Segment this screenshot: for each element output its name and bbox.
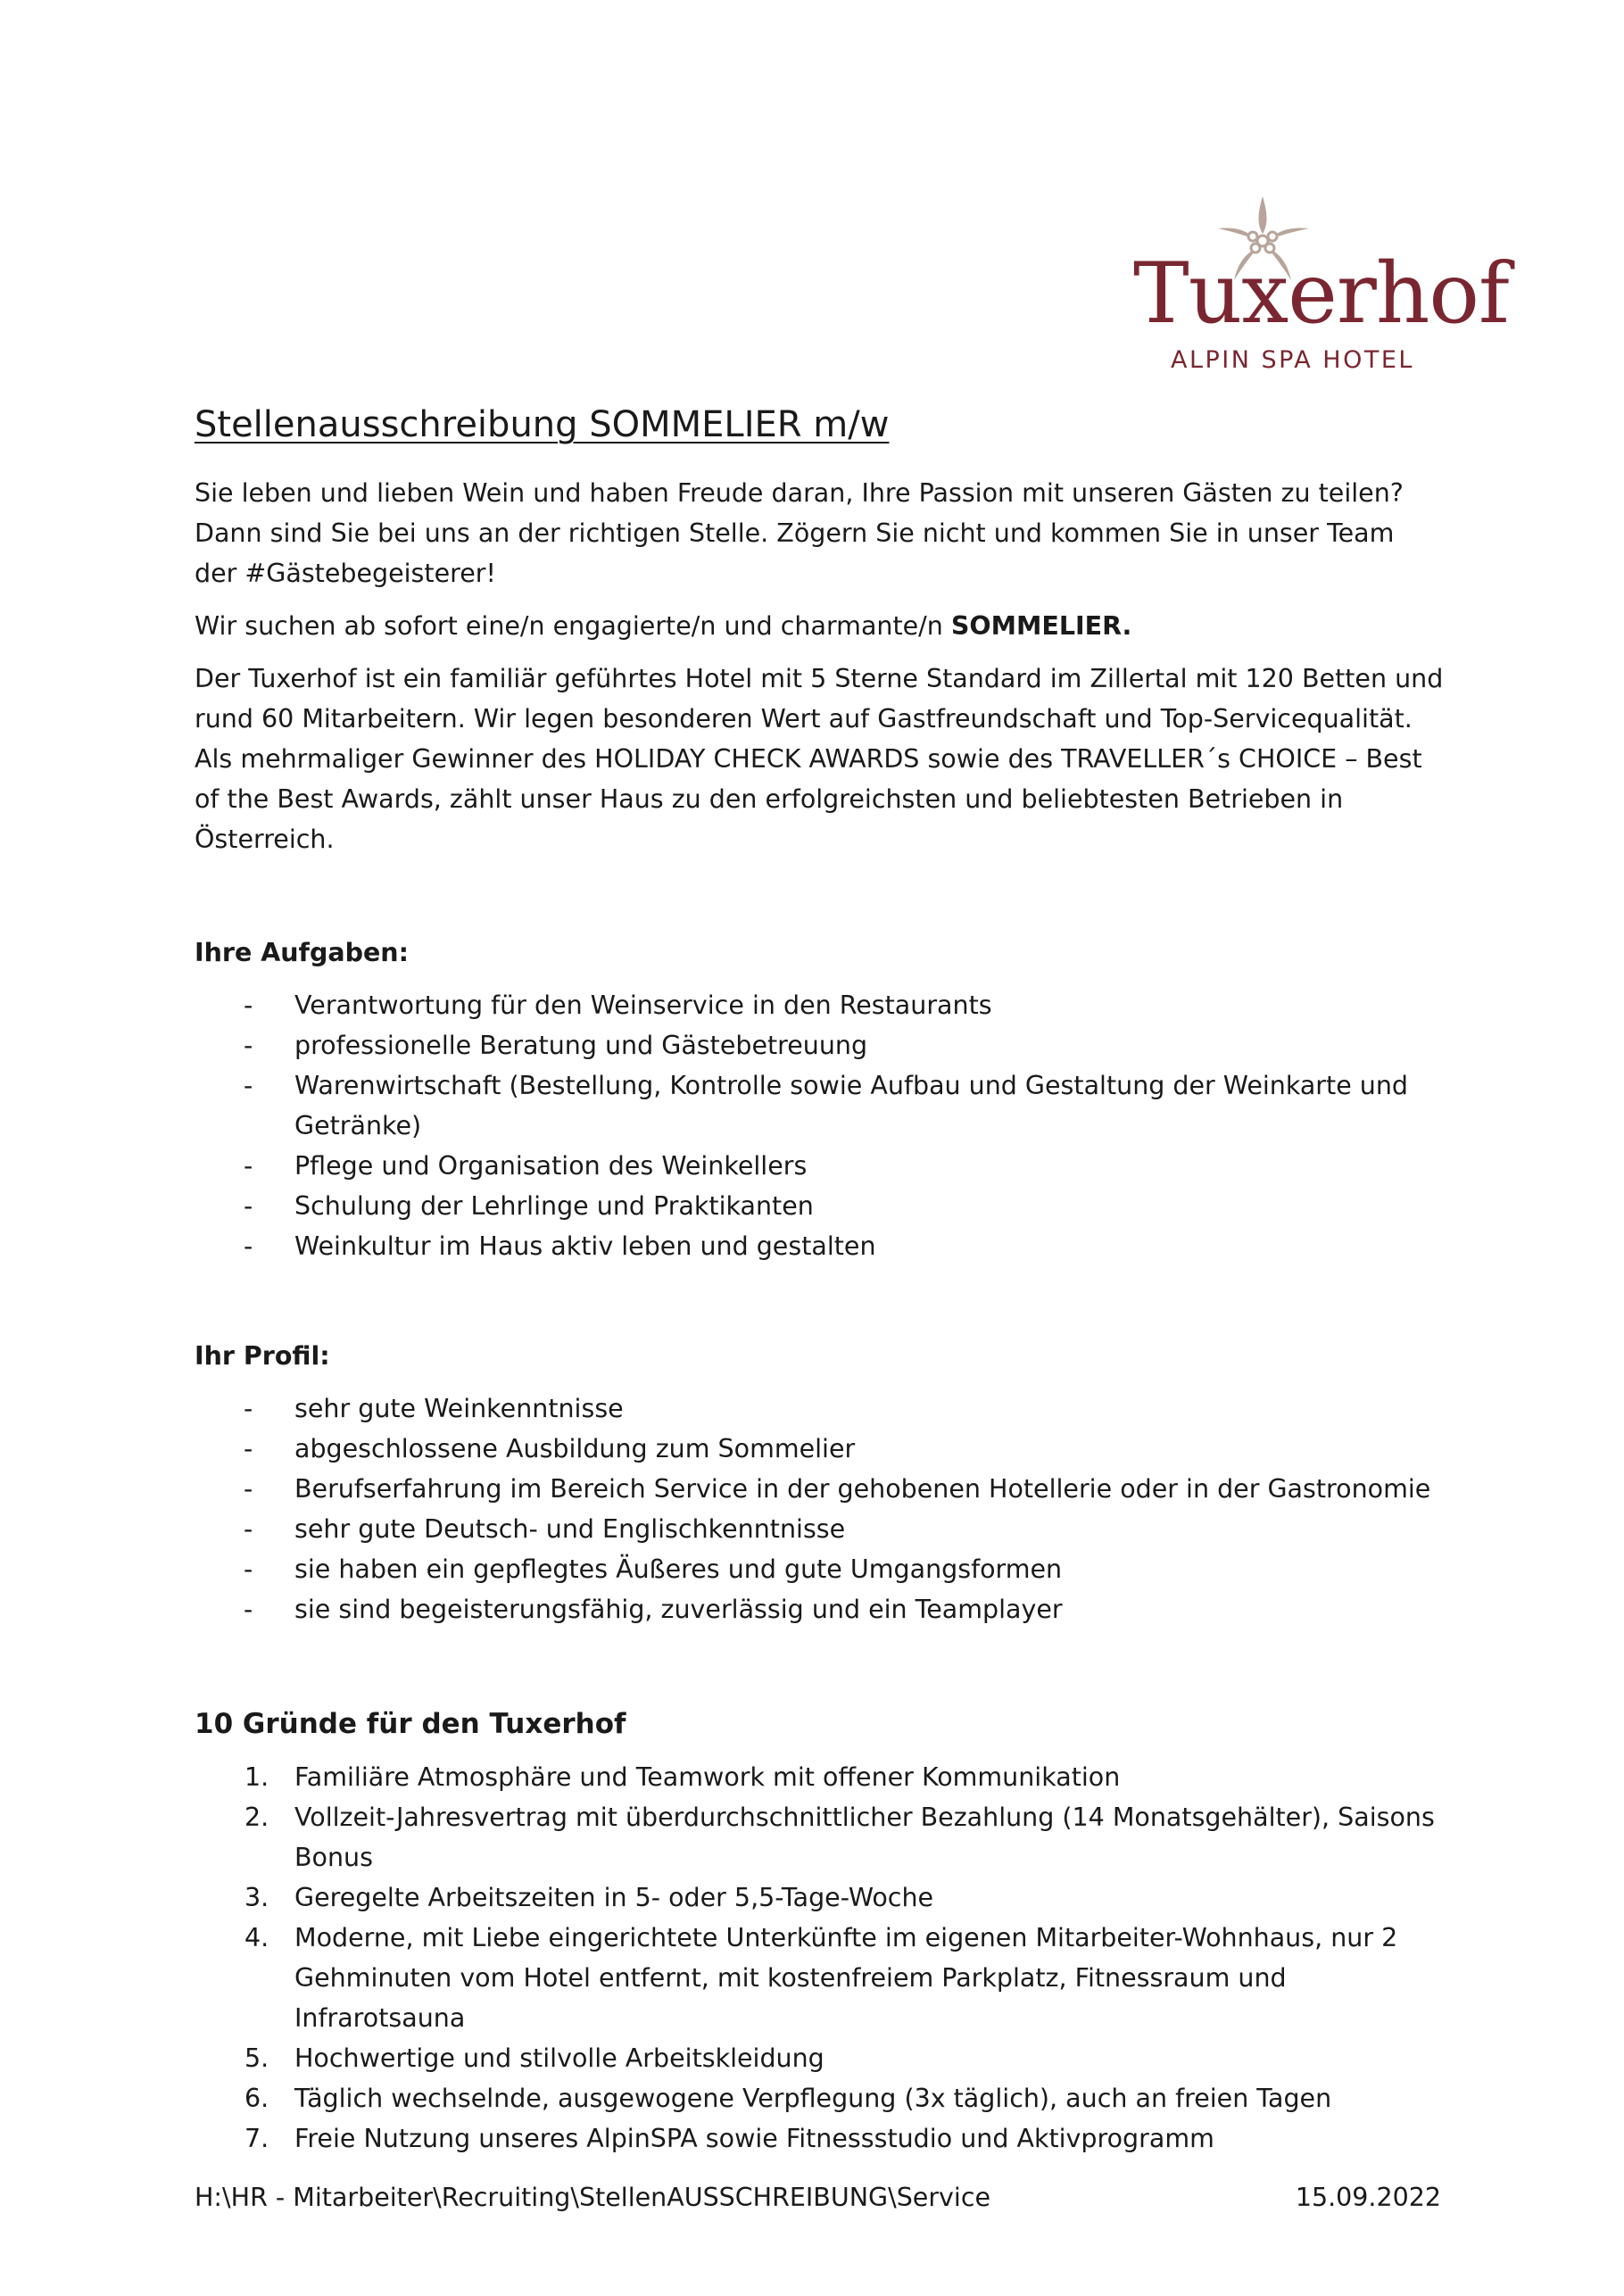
page-title: Stellenausschreibung SOMMELIER m/w — [195, 404, 890, 445]
list-item-text: Pflege und Organisation des Weinkellers — [294, 1151, 808, 1181]
dash-marker: - — [244, 1031, 253, 1060]
list-item — [195, 1065, 1444, 1146]
list-item-text: professionelle Beratung und Gästebetreuung — [294, 1031, 868, 1060]
list-number: 7. — [244, 2124, 269, 2153]
list-item-text: Weinkultur im Haus aktiv leben und gestalten — [294, 1231, 876, 1261]
list-item — [195, 1877, 1444, 1918]
list-item — [195, 1797, 1444, 1877]
list-item — [195, 2118, 1444, 2159]
list-item — [195, 1549, 1444, 1589]
logo-name: Tuxerhof — [1133, 245, 1509, 343]
list-item-text: sehr gute Deutsch- und Englischkenntnisse — [294, 1514, 846, 1544]
list-item — [195, 985, 1444, 1025]
dash-marker: - — [244, 1231, 253, 1261]
list-item — [195, 1469, 1444, 1509]
intro-paragraph-2-text: Wir suchen ab sofort eine/n engagierte/n und charmante/n — [195, 611, 951, 641]
list-item — [195, 1388, 1444, 1429]
list-item-text: Täglich wechselnde, ausgewogene Verpflegung (3x täglich), auch an freien Tagen — [294, 2084, 1332, 2113]
footer-file-path: H:\HR - Mitarbeiter\Recruiting\StellenAUSSCHREIBUNG\Service — [195, 2183, 991, 2212]
intro-paragraph-2 — [195, 606, 1444, 646]
list-item — [195, 2078, 1444, 2118]
list-number: 4. — [244, 1923, 269, 1952]
dash-marker: - — [244, 1394, 253, 1423]
list-item-text: abgeschlossene Ausbildung zum Sommelier — [294, 1434, 856, 1463]
dash-marker: - — [244, 1151, 253, 1181]
list-item-text: sie haben ein gepflegtes Äußeres und gute Umgangsformen — [294, 1554, 1063, 1584]
reasons-heading: 10 Gründe für den Tuxerhof — [195, 1708, 626, 1740]
list-item-text: sie sind begeisterungsfähig, zuverlässig und ein Teamplayer — [294, 1595, 1063, 1624]
list-number: 5. — [244, 2043, 269, 2073]
dash-marker: - — [244, 991, 253, 1020]
dash-marker: - — [244, 1514, 253, 1544]
dash-marker: - — [244, 1595, 253, 1624]
footer-date: 15.09.2022 — [1295, 2183, 1441, 2212]
intro-paragraph-3: Der Tuxerhof ist ein familiär geführtes Hotel mit 5 Sterne Standard im Zillertal mit 120 Betten und rund 60 Mitarbeitern. Wir legen besonderen Wert auf Gastfreundschaft und Top-Servicequalität. Als mehrmaliger Gewinner des HOLIDAY CHECK AWARDS sowie des TRAVELLER´s CHOICE – Best of the Best Awards, zählt unser Haus zu den erfolgreichsten und beliebtesten Betrieben in Österreich. — [195, 664, 1444, 854]
list-item-text: Familiäre Atmosphäre und Teamwork mit offener Kommunikation — [294, 1762, 1121, 1792]
dash-marker: - — [244, 1554, 253, 1584]
list-item — [195, 1226, 1444, 1266]
dash-marker: - — [244, 1191, 253, 1221]
list-item-text: Verantwortung für den Weinservice in den Restaurants — [294, 991, 992, 1020]
list-number: 6. — [244, 2084, 269, 2113]
list-number: 3. — [244, 1883, 269, 1912]
list-item — [195, 1589, 1444, 1629]
list-item-text: Freie Nutzung unseres AlpinSPA sowie Fitnessstudio und Aktivprogramm — [294, 2124, 1214, 2153]
hotel-logo — [1133, 187, 1509, 384]
list-item — [195, 1918, 1444, 2038]
dash-marker: - — [244, 1071, 253, 1100]
list-item — [195, 1186, 1444, 1226]
list-item — [195, 1146, 1444, 1186]
dash-marker: - — [244, 1474, 253, 1504]
list-item — [195, 2038, 1444, 2078]
list-item — [195, 1429, 1444, 1469]
list-item — [195, 1757, 1444, 1797]
logo-subtitle: ALPIN SPA HOTEL — [1171, 346, 1414, 374]
list-item-text: Hochwertige und stilvolle Arbeitskleidung — [294, 2043, 824, 2073]
list-item — [195, 1509, 1444, 1549]
list-item — [195, 1025, 1444, 1065]
list-item-text: Vollzeit-Jahresvertrag mit überdurchschnittlicher Bezahlung (14 Monatsgehälter), Saisons Bonus — [294, 1803, 1435, 1872]
tasks-list — [195, 985, 1444, 1266]
list-number: 2. — [244, 1803, 269, 1832]
list-item-text: Warenwirtschaft (Bestellung, Kontrolle sowie Aufbau und Gestaltung der Weinkarte und Getränke) — [294, 1071, 1409, 1140]
list-item-text: sehr gute Weinkenntnisse — [294, 1394, 624, 1423]
reasons-list — [195, 1757, 1444, 2159]
dash-marker: - — [244, 1434, 253, 1463]
list-item-text: Geregelte Arbeitszeiten in 5- oder 5,5-Tage-Woche — [294, 1883, 934, 1912]
intro-paragraph-1: Sie leben und lieben Wein und haben Freude daran, Ihre Passion mit unseren Gästen zu teilen? Dann sind Sie bei uns an der richtigen Stelle. Zögern Sie nicht und kommen Sie in unser Team der #Gästebegeisterer! — [195, 478, 1404, 588]
profile-heading: Ihr Profil: — [195, 1341, 330, 1371]
list-item-text: Berufserfahrung im Bereich Service in der gehobenen Hotellerie oder in der Gastronomie — [294, 1474, 1431, 1504]
list-number: 1. — [244, 1762, 269, 1792]
document-body — [195, 473, 1444, 2159]
intro-paragraph-2-bold: SOMMELIER. — [950, 611, 1132, 641]
tasks-heading: Ihre Aufgaben: — [195, 938, 409, 967]
list-item-text: Moderne, mit Liebe eingerichtete Unterkünfte im eigenen Mitarbeiter-Wohnhaus, nur 2 Gehminuten vom Hotel entfernt, mit kostenfreiem Parkplatz, Fitnessraum und Infrarotsauna — [294, 1923, 1398, 2033]
profile-list — [195, 1388, 1444, 1629]
list-item-text: Schulung der Lehrlinge und Praktikanten — [294, 1191, 814, 1221]
